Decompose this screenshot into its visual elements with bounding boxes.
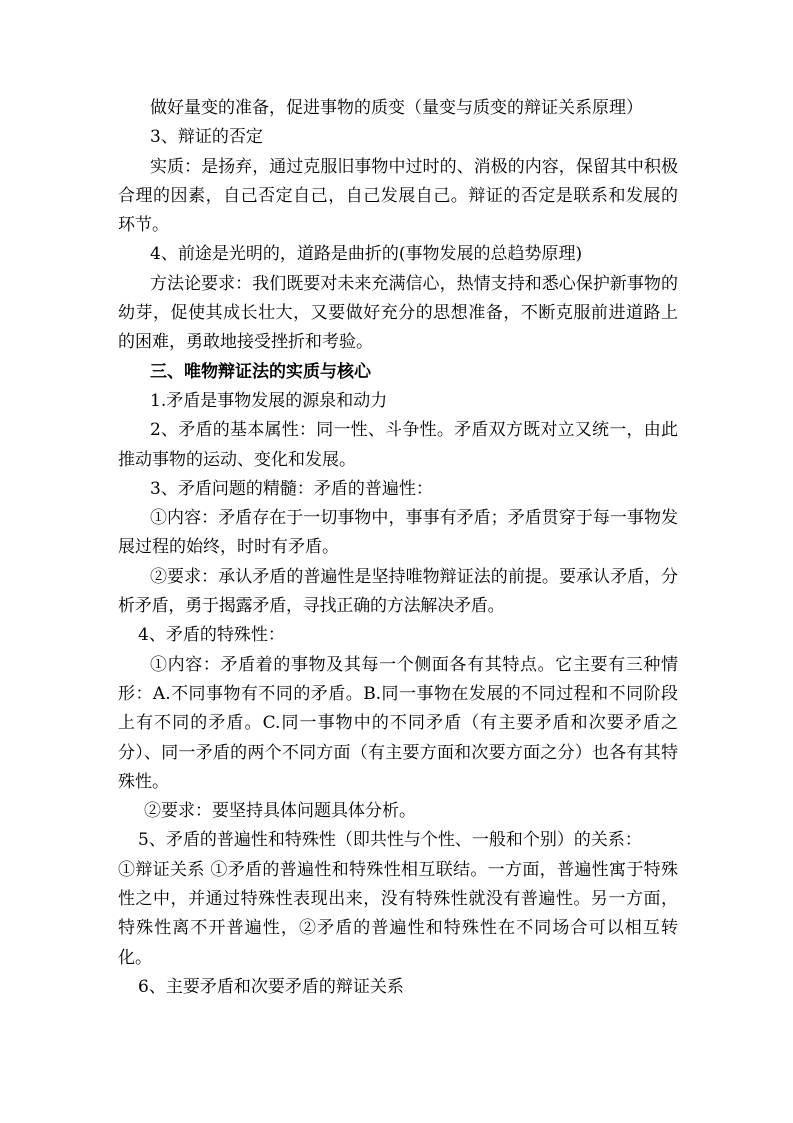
section-heading-essence-core: 三、唯物辩证法的实质与核心 (150, 361, 371, 382)
paragraph-negation-essence: 实质：是扬弃，通过克服旧事物中过时的、消极的内容，保留其中积极合理的因素，自己否定自己，自己发展自己。辩证的否定是联系和发展的环节。 (118, 156, 678, 236)
paragraph-quantity-quality: 做好量变的准备，促进事物的质变（量变与质变的辩证关系原理） (150, 98, 643, 118)
document-body (118, 94, 678, 1002)
paragraph-contradiction-attributes: 2、矛盾的基本属性：同一性、斗争性。矛盾双方既对立又统一，由此推动事物的运动、变化和发展。 (118, 420, 678, 470)
heading-dialectical-negation: 3、辩证的否定 (150, 127, 263, 148)
paragraph-particularity-requirement: ②要求：要坚持具体问题具体分析。 (144, 801, 416, 822)
heading-principal-secondary: 6、主要矛盾和次要矛盾的辩证关系 (138, 976, 404, 997)
heading-contradiction-particularity: 4、矛盾的特殊性： (138, 625, 285, 646)
paragraph-universality-requirement: ②要求：承认矛盾的普遍性是坚持唯物辩证法的前提。要承认矛盾，分析矛盾，勇于揭露矛盾，寻找正确的方法解决矛盾。 (118, 566, 678, 617)
paragraph-particularity-content: ①内容：矛盾着的事物及其每一个侧面各有其特点。它主要有三种情形：A.不同事物有不同的矛盾。B.同一事物在发展的不同过程和不同阶段上有不同的矛盾。C.同一事物中的不同矛盾（有主要矛盾和次要矛盾之分）、同一矛盾的两个不同方面（有主要方面和次要方面之分）也各有其特殊性。 (118, 654, 678, 792)
heading-universality-particularity-relation: 5、矛盾的普遍性和特殊性（即共性与个性、一般和个别）的关系： (138, 830, 642, 851)
paragraph-universality-content: ①内容：矛盾存在于一切事物中，事事有矛盾；矛盾贯穿于每一事物发展过程的始终，时时有矛盾。 (118, 508, 678, 558)
heading-contradiction-universality: 3、矛盾问题的精髓：矛盾的普遍性： (150, 478, 433, 499)
heading-contradiction-source: 1.矛盾是事物发展的源泉和动力 (150, 390, 388, 411)
paragraph-dialectical-relation: ①辩证关系 ①矛盾的普遍性和特殊性相互联结。一方面，普遍性寓于特殊性之中，并通过特殊性表现出来，没有特殊性就没有普遍性。另一方面，特殊性离不开普遍性，②矛盾的普遍性和特殊性在不同场合可以相互转化。 (118, 859, 678, 968)
paragraph-methodology: 方法论要求：我们既要对未来充满信心，热情支持和悉心保护新事物的幼芽，促使其成长壮大，又要做好充分的思想准备，不断克服前进道路上的困难，勇敢地接受挫折和考验。 (118, 273, 678, 353)
heading-future-bright: 4、前途是光明的，道路是曲折的(事物发展的总趋势原理) (150, 244, 583, 265)
